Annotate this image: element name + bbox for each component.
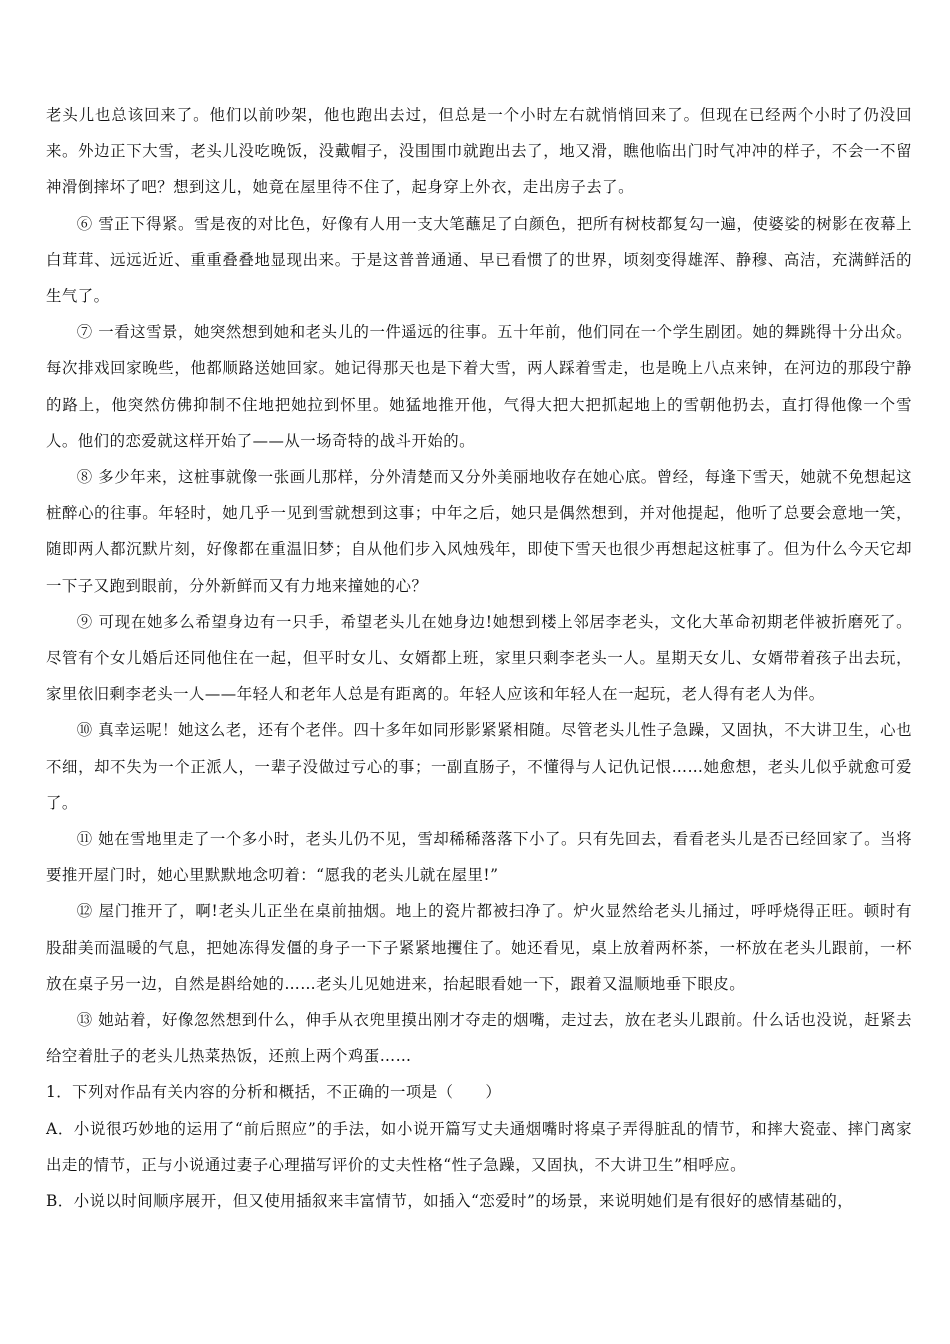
question-1-option-a: A．小说很巧妙地的运用了“前后照应”的手法，如小说开篇写丈夫通烟嘴时将桌子弄得脏乱的情节，和摔大瓷壶、摔门离家出走的情节，正与小说通过妻子心理描写评价的丈夫性格“性子急躁，又固执，不大讲卫生”相呼应。 — [46, 1119, 912, 1174]
paragraph-11: ⑪ 她在雪地里走了一个多小时，老头儿仍不见，雪却稀稀落落下小了。只有先回去，看看老头儿是否已经回家了。当将要推开屋门时，她心里默默地念叨着：“愿我的老头儿就在屋里!” — [46, 830, 912, 885]
paragraph-13: ⑬ 她站着，好像忽然想到什么，伸手从衣兜里摸出刚才夺走的烟嘴，走过去，放在老头儿跟前。什么话也没说，赶紧去给空着肚子的老头儿热菜热饭，还煎上两个鸡蛋…… — [46, 1011, 912, 1066]
paragraph-8: ⑧ 多少年来，这桩事就像一张画儿那样，分外清楚而又分外美丽地收存在她心底。曾经，每逢下雪天，她就不免想起这桩醉心的往事。年轻时，她几乎一见到雪就想到这事；中年之后，她只是偶然想到，并对他提起，他听了总要会意地一笑，随即两人都沉默片刻，好像都在重温旧梦；自从他们步入风烛残年，即使下雪天也很少再想起这桩事了。但为什么今天它却一下子又跑到眼前，分外新鲜而又有力地来撞她的心？ — [46, 468, 912, 595]
paragraph-9: ⑨ 可现在她多么希望身边有一只手，希望老头儿在她身边!她想到楼上邻居李老头，文化大革命初期老伴被折磨死了。尽管有个女儿婚后还同他住在一起，但平时女儿、女婿都上班，家里只剩李老头一人。星期天女儿、女婿带着孩子出去玩，家里依旧剩李老头一人——年轻人和老年人总是有距离的。年轻人应该和年轻人在一起玩，老人得有老人为伴。 — [46, 612, 912, 704]
paragraph-12: ⑫ 屋门推开了，啊!老头儿正坐在桌前抽烟。地上的瓷片都被扫净了。炉火显然给老头儿捅过，呼呼烧得正旺。顿时有股甜美而温暖的气息，把她冻得发僵的身子一下子紧紧地攫住了。她还看见，桌上放着两杯茶，一杯放在老头儿跟前，一杯放在桌子另一边，自然是斟给她的……老头儿见她进来，抬起眼看她一下，跟着又温顺地垂下眼皮。 — [46, 902, 912, 993]
paragraph-7: ⑦ 一看这雪景，她突然想到她和老头儿的一件遥远的往事。五十年前，他们同在一个学生剧团。她的舞跳得十分出众。每次排戏回家晚些，他都顺路送她回家。她记得那天也是下着大雪，两人踩着雪走，也是晚上八点来钟，在河边的那段宁静的路上，他突然仿佛抑制不住地把她拉到怀里。她猛地推开他，气得大把大把抓起地上的雪朝他扔去，直打得他像一个雪人。他们的恋爱就这样开始了——从一场奇特的战斗开始的。 — [46, 323, 912, 450]
paragraph-6: ⑥ 雪正下得紧。雪是夜的对比色，好像有人用一支大笔蘸足了白颜色，把所有树枝都复勾一遍，使婆娑的树影在夜幕上白茸茸、远远近近、重重叠叠地显现出来。于是这普普通通、早已看惯了的世界，顷刻变得雄浑、静穆、高洁，充满鲜活的生气了。 — [46, 214, 912, 306]
document-page — [46, 97, 912, 1219]
paragraph-5-continuation: 老头儿也总该回来了。他们以前吵架，他也跑出去过，但总是一个小时左右就悄悄回来了。但现在已经两个小时了仍没回来。外边正下大雪，老头儿没吃晚饭，没戴帽子，没围围巾就跑出去了，地又滑，瞧他临出门时气冲冲的样子，不会一不留神滑倒摔坏了吧？想到这儿，她竟在屋里待不住了，起身穿上外衣，走出房子去了。 — [46, 106, 912, 197]
paragraph-10: ⑩ 真幸运呢！她这么老，还有个老伴。四十多年如同形影紧紧相随。尽管老头儿性子急躁，又固执，不大讲卫生，心也不细，却不失为一个正派人，一辈子没做过亏心的事；一副直肠子，不懂得与人记仇记恨……她愈想，老头儿似乎就愈可爱了。 — [46, 721, 912, 812]
question-1-stem: 1．下列对作品有关内容的分析和概括，不正确的一项是（ ） — [46, 1083, 502, 1102]
question-1-option-b: B．小说以时间顺序展开，但又使用插叙来丰富情节，如插入“恋爱时”的场景，来说明她们是有很好的感情基础的， — [46, 1192, 854, 1211]
